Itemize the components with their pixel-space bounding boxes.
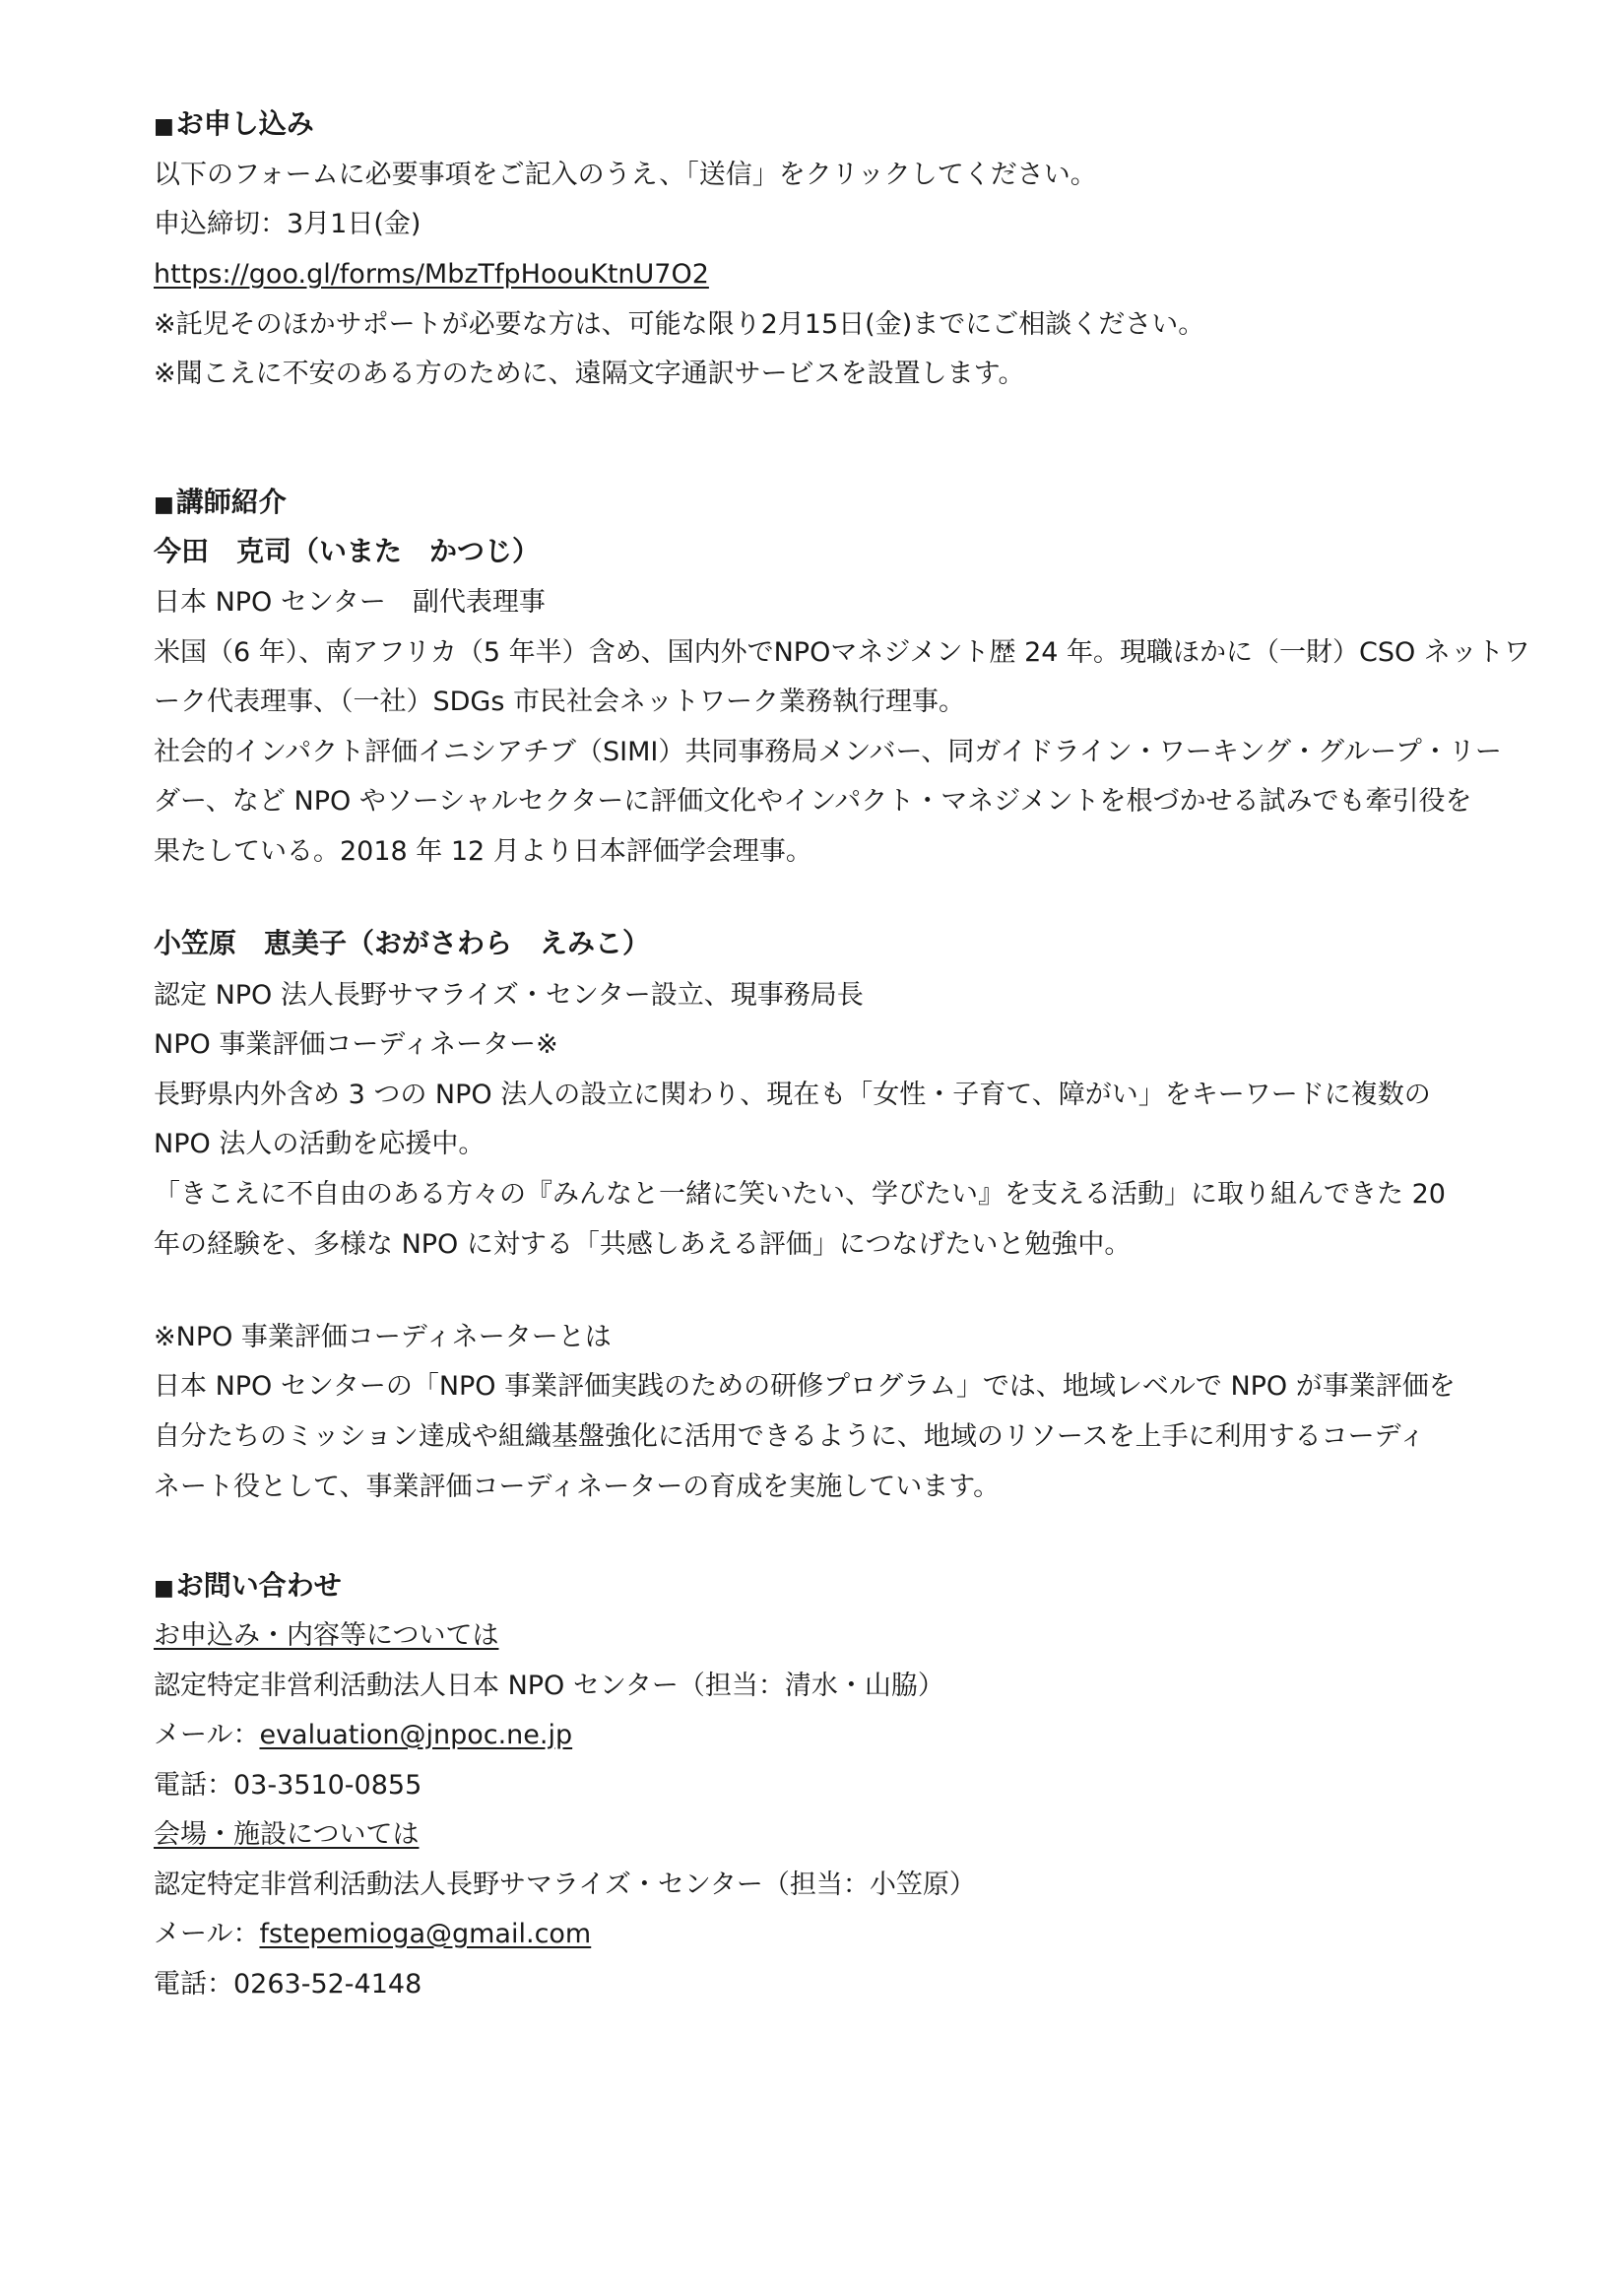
coordinator-note-title: ※NPO 事業評価コーディネーターとは [154,1322,612,1352]
contact-heading: ■お問い合わせ [154,1569,342,1602]
venue-inquiry-label: 会場・施設については [154,1819,420,1850]
lecturer1-bio-line: 社会的インパクト評価イニシアチブ（SIMI）共同事務局メンバー、同ガイドライン・ワーキング・グループ・リー [154,737,1502,767]
content-inquiry-email-link[interactable]: evaluation@jnpoc.ne.jp [259,1720,573,1750]
lecturer1-bio-line: ダー、など NPO やソーシャルセクターに評価文化やインパクト・マネジメントを根づかせる試みでも牽引役を [154,786,1472,817]
childcare-note: ※託児そのほかサポートが必要な方は、可能な限り2月15日(金)までにご相談ください。 [154,309,1205,340]
application-heading: ■お申し込み [154,107,314,140]
coordinator-note-line: ネート役として、事業評価コーディネーターの育成を実施しています。 [154,1472,1001,1502]
bullet-icon: ■ [154,492,174,517]
bullet-icon: ■ [154,114,174,139]
venue-inquiry-email-link[interactable]: fstepemioga@gmail.com [259,1919,592,1949]
venue-inquiry-phone: 電話：0263-52-4148 [154,1969,422,2000]
content-inquiry-label: お申込み・内容等については [154,1620,499,1651]
content-inquiry-mail-row [154,1718,572,1753]
lecturers-heading: ■講師紹介 [154,486,287,518]
lecturer2-bio-line: NPO 事業評価コーディネーター※ [154,1029,558,1060]
application-instruction: 以下のフォームに必要事項をご記入のうえ、「送信」をクリックしてください。 [154,160,1097,190]
mail-label: メール： [154,1919,260,1949]
coordinator-note-line: 日本 NPO センターの「NPO 事業評価実践のための研修プログラム」では、地域レベルで NPO が事業評価を [154,1371,1456,1402]
lecturer2-name: 小笠原 恵美子（おがさわら えみこ） [154,927,651,959]
application-deadline: 申込締切：3月1日(金) [154,209,421,239]
lecturer1-bio-line: 果たしている。2018 年 12 月より日本評価学会理事。 [154,836,812,867]
lecturer1-name: 今田 克司（いまた かつじ） [154,535,541,567]
bullet-icon: ■ [154,1576,174,1601]
captioning-note: ※聞こえに不安のある方のために、遠隔文字通訳サービスを設置します。 [154,359,1025,389]
coordinator-note-line: 自分たちのミッション達成や組織基盤強化に活用できるように、地域のリソースを上手に利用するコーディ [154,1421,1426,1452]
lecturer2-bio-line: 認定 NPO 法人長野サマライズ・センター設立、現事務局長 [154,980,864,1011]
content-inquiry-phone: 電話：03-3510-0855 [154,1770,422,1801]
lecturer1-bio-line: ーク代表理事、（一社）SDGs 市民社会ネットワーク業務執行理事。 [154,687,965,717]
lecturer2-bio-line: 「きこえに不自由のある方々の『みんなと一緒に笑いたい、学びたい』を支える活動」に取り組んできた 20 [154,1179,1446,1210]
venue-inquiry-mail-row [154,1917,591,1952]
lecturer2-bio-line: 長野県内外含め 3 つの NPO 法人の設立に関わり、現在も「女性・子育て、障がい」をキーワードに複数の [154,1080,1431,1110]
content-inquiry-org: 認定特定非営利活動法人日本 NPO センター（担当：清水・山脇） [154,1671,944,1701]
venue-inquiry-org: 認定特定非営利活動法人長野サマライズ・センター（担当：小笠原） [154,1870,976,1900]
lecturer2-bio-line: NPO 法人の活動を応援中。 [154,1129,486,1159]
form-url-row [154,257,709,293]
lecturer1-bio-line: 日本 NPO センター 副代表理事 [154,587,546,618]
lecturer2-bio-line: 年の経験を、多様な NPO に対する「共感しあえる評価」につなげたいと勉強中。 [154,1229,1132,1260]
mail-label: メール： [154,1720,260,1750]
lecturer1-bio-line: 米国（6 年）、南アフリカ（5 年半）含め、国内外でNPOマネジメント歴 24 年。現職ほかに（一財）CSO ネットワ [154,637,1530,668]
form-url-link[interactable]: https://goo.gl/forms/MbzTfpHoouKtnU7O2 [154,259,709,290]
